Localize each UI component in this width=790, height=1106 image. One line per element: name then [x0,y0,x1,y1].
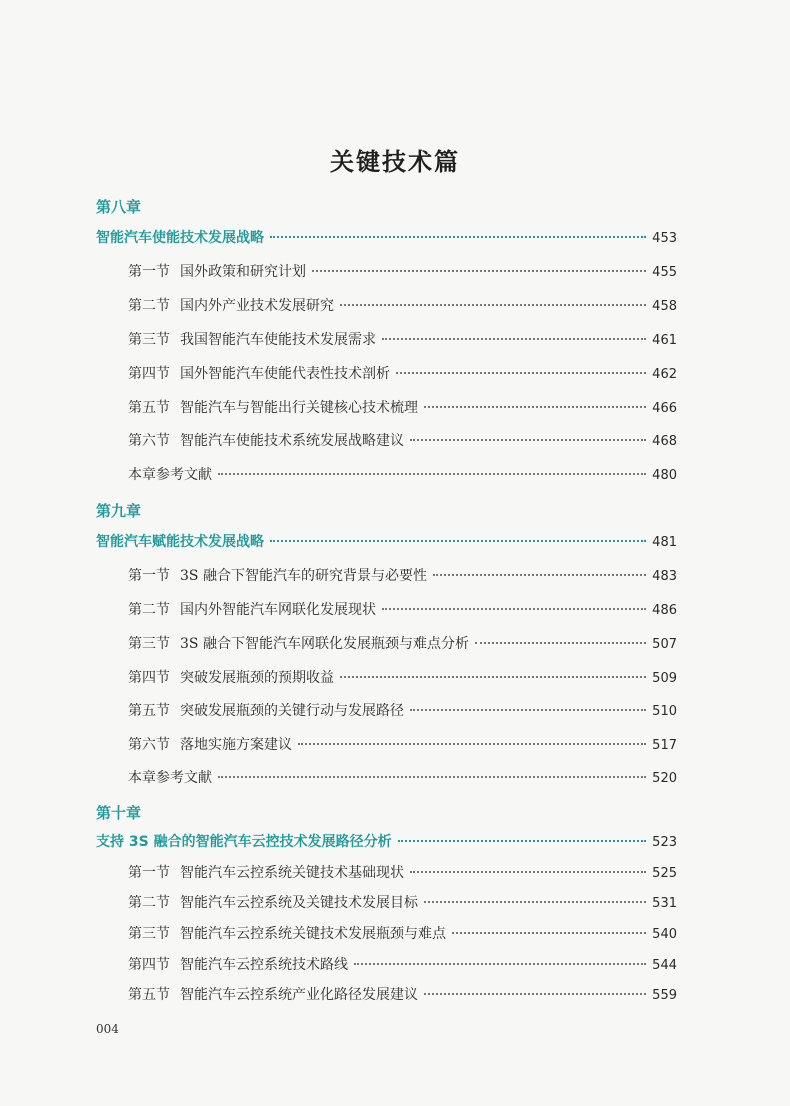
chapter-10-entry[interactable] [96,832,677,853]
chapter-title: 支持 3S 融合的智能汽车云控技术发展路径分析 [96,834,392,850]
section-title: 国内外产业技术发展研究 [180,298,334,314]
dot-leader [270,540,646,542]
section-number: 第二节 [128,298,170,314]
dot-leader [424,993,646,995]
chapter-title: 智能汽车赋能技术发展战略 [96,534,264,550]
toc-entry[interactable] [128,364,677,385]
page-number: 461 [652,333,677,348]
page-number: 462 [652,367,677,382]
page-number: 540 [652,927,677,942]
dot-leader [410,439,646,441]
section-number: 第五节 [128,400,170,416]
page-number: 509 [652,671,677,686]
dot-leader [452,932,646,934]
page-number: 458 [652,299,677,314]
toc-entry[interactable] [128,634,677,655]
references-title: 本章参考文献 [128,770,212,786]
toc-entry[interactable] [128,863,677,884]
toc-entry[interactable] [128,924,677,945]
section-title: 落地实施方案建议 [180,737,292,753]
section-number: 第六节 [128,433,170,449]
dot-leader [433,574,646,576]
toc-entry[interactable] [128,955,677,976]
section-number: 第五节 [128,703,170,719]
page-number: 507 [652,637,677,652]
toc-entry[interactable] [128,330,677,351]
part-title: 关键技术篇 [330,147,460,176]
section-title: 突破发展瓶颈的关键行动与发展路径 [180,703,404,719]
toc-entry[interactable] [128,985,677,1006]
section-number: 第三节 [128,332,170,348]
section-number: 第二节 [128,602,170,618]
page-folio: 004 [96,1022,119,1036]
page-number: 468 [652,434,677,449]
toc-entry[interactable] [128,893,677,914]
toc-entry[interactable] [128,262,677,283]
section-title: 国内外智能汽车网联化发展现状 [180,602,376,618]
dot-leader [340,676,646,678]
dot-leader [424,406,646,408]
section-title: 突破发展瓶颈的预期收益 [180,670,334,686]
page-number: 466 [652,401,677,416]
section-number: 第三节 [128,636,170,652]
section-number: 第四节 [128,670,170,686]
dot-leader [398,840,647,842]
section-number: 第二节 [128,895,170,911]
section-title: 3S 融合下智能汽车的研究背景与必要性 [180,568,427,584]
page-number: 483 [652,569,677,584]
section-number: 第五节 [128,987,170,1003]
section-title: 智能汽车云控系统技术路线 [180,957,348,973]
section-title: 智能汽车使能技术系统发展战略建议 [180,433,404,449]
section-number: 第一节 [128,568,170,584]
page-number: 520 [652,771,677,786]
page-number: 559 [652,988,677,1003]
dot-leader [270,236,646,238]
section-number: 第一节 [128,865,170,881]
page-number: 517 [652,738,677,753]
section-title: 3S 融合下智能汽车网联化发展瓶颈与难点分析 [180,636,469,652]
toc-entry[interactable] [128,668,677,689]
toc-entry[interactable] [128,735,677,756]
dot-leader [218,473,646,475]
section-title: 国外政策和研究计划 [180,264,306,280]
toc-entry-references[interactable] [128,768,677,789]
toc-entry[interactable] [128,701,677,722]
toc-entry-references[interactable] [128,465,677,486]
dot-leader [340,304,646,306]
references-title: 本章参考文献 [128,467,212,483]
dot-leader [410,871,646,873]
chapter-9-entry[interactable] [96,532,677,553]
dot-leader [218,776,646,778]
dot-leader [382,608,646,610]
section-number: 第六节 [128,737,170,753]
dot-leader [312,270,646,272]
page-number: 544 [652,958,677,973]
page-number: 510 [652,704,677,719]
section-number: 第四节 [128,957,170,973]
page-number: 525 [652,866,677,881]
page-number: 480 [652,468,677,483]
chapter-title: 智能汽车使能技术发展战略 [96,230,264,246]
page-number: 453 [652,231,677,246]
section-number: 第四节 [128,366,170,382]
page-number: 455 [652,265,677,280]
section-title: 智能汽车云控系统产业化路径发展建议 [180,987,418,1003]
dot-leader [382,338,646,340]
section-number: 第三节 [128,926,170,942]
dot-leader [475,642,646,644]
page-number: 531 [652,896,677,911]
dot-leader [424,901,646,903]
section-number: 第一节 [128,264,170,280]
toc-entry[interactable] [128,398,677,419]
page-number: 486 [652,603,677,618]
page-number: 481 [652,535,677,550]
chapter-8-label: 第八章 [96,198,142,216]
chapter-9-label: 第九章 [96,502,142,520]
toc-entry[interactable] [128,600,677,621]
dot-leader [298,743,646,745]
toc-entry[interactable] [128,431,677,452]
toc-entry[interactable] [128,566,677,587]
dot-leader [354,963,646,965]
chapter-8-entry[interactable] [96,228,677,249]
section-title: 智能汽车云控系统关键技术发展瓶颈与难点 [180,926,446,942]
dot-leader [410,709,646,711]
toc-entry[interactable] [128,296,677,317]
section-title: 智能汽车云控系统关键技术基础现状 [180,865,404,881]
dot-leader [396,372,646,374]
section-title: 我国智能汽车使能技术发展需求 [180,332,376,348]
section-title: 智能汽车与智能出行关键核心技术梳理 [180,400,418,416]
page-number: 523 [652,835,677,850]
section-title: 国外智能汽车使能代表性技术剖析 [180,366,390,382]
section-title: 智能汽车云控系统及关键技术发展目标 [180,895,418,911]
chapter-10-label: 第十章 [96,804,142,822]
